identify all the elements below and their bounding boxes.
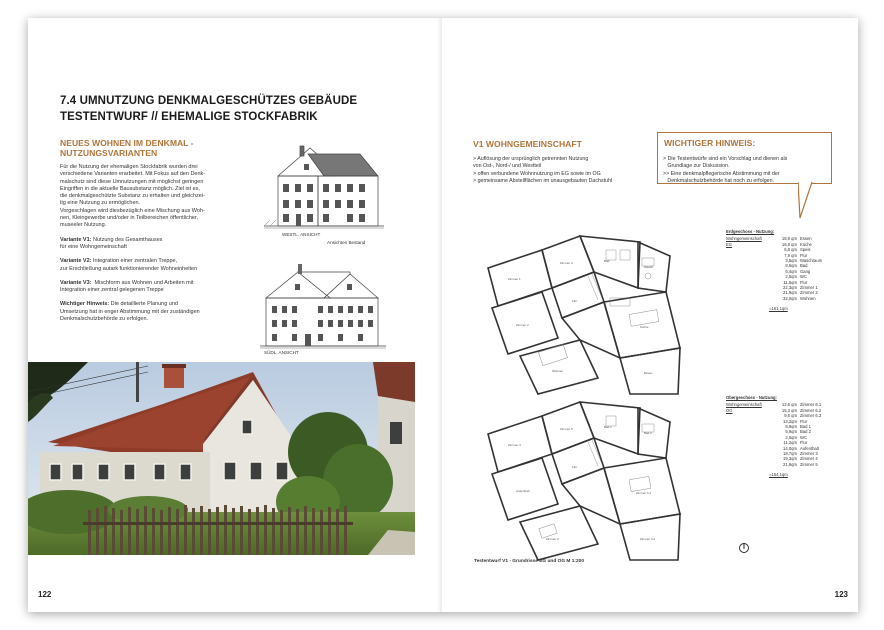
intro-line: tig eine Nutzung zu ermöglichen. — [60, 200, 141, 207]
v1-bullet: > Auflösung der ursprünglich getrennten Nutzung — [473, 156, 589, 162]
variant-3 — [60, 280, 267, 295]
legend-area: 14,0qm — [783, 445, 797, 451]
intro-line: nen, Kleingewerbe und/oder in Teilbereichen öffentlicher, — [60, 215, 199, 222]
subheading-line-2: NUTZUNGSVARIANTEN — [60, 148, 158, 158]
svg-text:Zimmer 5: Zimmer 5 — [560, 427, 573, 431]
svg-text:Zimmer 3: Zimmer 3 — [560, 261, 573, 265]
svg-text:Küche: Küche — [640, 325, 649, 329]
sketch-caption: Ansichten Bestand — [327, 240, 366, 245]
intro-line: Vorgeschlagen wird diesbezüglich eine Mischung aus Woh- — [60, 207, 205, 214]
svg-text:Bad 1: Bad 1 — [604, 425, 612, 429]
svg-text:Zimmer 3: Zimmer 3 — [546, 537, 559, 541]
hint-box — [657, 132, 832, 184]
legend-room: Zimmer 1 — [800, 285, 818, 291]
legend-room: Gang — [800, 268, 811, 274]
svg-text:Zimmer 6.2: Zimmer 6.2 — [640, 537, 656, 541]
legend-area: 15,3 qm — [781, 407, 797, 413]
variant-2-text: zur Erschließung autark funktionierender Wohneinheiten — [60, 265, 198, 272]
eg-legend-title: Erdgeschoss - Nutzung: — [726, 229, 775, 234]
left-hint-text: Umsetzung hat in enger Abstimmung mit der zuständigen — [60, 308, 200, 315]
section-subheading — [60, 138, 260, 158]
west-elevation-sketch — [260, 136, 386, 240]
page-title — [60, 93, 357, 125]
variant-3-text: Integration einer zentral gelegenen Treppe — [60, 287, 164, 294]
legend-room: Zimmer 2 — [800, 290, 818, 296]
svg-text:Essen: Essen — [644, 371, 653, 375]
legend-room: Aufenthalt — [800, 445, 819, 451]
intro-line: Für die Nutzung der ehemaligen Stockfabrik wurden drei — [60, 164, 198, 170]
hint-line: > Die Testentwürfe sind ein Vorschlag und dienen als — [663, 156, 788, 162]
legend-area: 7,9 qm — [784, 252, 797, 258]
upper-floor-plan — [480, 394, 694, 566]
legend-area: 6,4qm — [785, 268, 797, 274]
eg-floor-label: EG — [726, 241, 733, 247]
variant-1-text: für eine Wohngemeinschaft — [60, 243, 127, 250]
legend-area: 11,2qm — [783, 440, 797, 446]
svg-text:Bad 2: Bad 2 — [644, 431, 652, 435]
legend-area: 6,8 qm — [784, 247, 797, 253]
svg-text:Zimmer 2: Zimmer 2 — [516, 323, 529, 327]
hint-line: Denkmalschutzbehörde hat noch zu erfolgen. — [663, 177, 775, 184]
v1-bullet: > offen verbundene Wohnnutzung im EG sowie im OG — [473, 170, 601, 177]
left-hint-text: Denkmalschutzbehörde zu erfolgen. — [60, 316, 149, 323]
legend-room: Flur — [800, 440, 808, 446]
svg-text:Flur: Flur — [572, 465, 578, 469]
building-photo — [28, 362, 415, 555]
ground-floor-legend — [726, 229, 822, 312]
svg-text:Wohnen: Wohnen — [552, 369, 564, 373]
legend-room: Küche — [800, 241, 812, 247]
variant-3-text: Mischform aus Wohnen und Arbeiten mit — [91, 279, 194, 286]
legend-area: 21,9qm — [783, 461, 797, 467]
v1-heading: V1 WOHNGEMEINSCHAFT — [473, 139, 582, 149]
legend-area: 32,0qm — [783, 295, 797, 301]
legend-room: Speis — [800, 247, 811, 253]
legend-room: WC — [800, 434, 807, 440]
building-photo-image — [28, 362, 415, 555]
svg-text:Aufenthalt: Aufenthalt — [516, 489, 530, 493]
legend-area: 2,5qm — [785, 434, 797, 440]
legend-room: Zimmer 6.2 — [800, 407, 822, 413]
legend-room: Flur — [800, 252, 808, 258]
legend-room: Wohnen — [800, 295, 816, 301]
north-arrow-icon — [738, 542, 750, 554]
left-hint — [60, 301, 267, 323]
svg-text:Zimmer 1: Zimmer 1 — [508, 277, 521, 281]
intro-line: verschiedene Varianten erarbeitet. Mit Fokus auf den Denk- — [60, 171, 206, 178]
variant-1-text: Nutzung des Gesamthauses — [91, 236, 163, 243]
left-hint-text: Die detaillierte Planung und — [109, 301, 178, 308]
subheading-line-1: NEUES WOHNEN IM DENKMAL - — [60, 138, 194, 148]
svg-text:Zimmer 6.1: Zimmer 6.1 — [636, 491, 652, 495]
eg-total: =161,1qm — [769, 306, 788, 312]
title-line-2: TESTENTWURF // EHEMALIGE STOCKFABRIK — [60, 111, 318, 123]
ground-floor-plan — [480, 228, 694, 398]
legend-area: 9,6 qm — [784, 413, 797, 419]
v1-bullet: von Ost-, Nord-/ und Westteil — [473, 163, 542, 170]
right-page — [442, 18, 858, 612]
v1-bullet: > gemeinsame Abstellflächen im unausgebauten Dachstuhl — [473, 178, 613, 185]
variant-2-label: Variante V2: — [60, 258, 92, 265]
legend-area: 18,9 qm — [781, 236, 797, 242]
upper-floor-legend — [726, 395, 821, 478]
legend-row — [726, 296, 822, 301]
legend-room: Zimmer 5 — [800, 461, 818, 467]
legend-area: 12,6 qm — [781, 402, 797, 408]
legend-area: 2,5qm — [785, 274, 797, 280]
hint-body — [663, 156, 831, 185]
variant-3-label: Variante V3: — [60, 279, 92, 286]
page-number-right: 123 — [834, 590, 848, 599]
legend-room: Zimmer 6.3 — [800, 413, 822, 419]
book-spread — [28, 18, 858, 612]
legend-area: 11,5qm — [783, 279, 797, 285]
legend-room: Bad — [800, 263, 808, 269]
og-legend-title: Obergeschoss - Nutzung: — [726, 395, 777, 400]
intro-line: museeler Nutzung. — [60, 222, 107, 229]
legend-area: 19,3qm — [783, 456, 797, 462]
legend-room: Essen — [800, 236, 812, 242]
legend-room: Waschraum — [800, 258, 823, 264]
variant-1-label: Variante V1: — [60, 236, 92, 243]
legend-area: 18,7qm — [783, 451, 797, 457]
svg-text:Flur: Flur — [572, 299, 578, 303]
hint-title: WICHTIGER HINWEIS: — [664, 138, 756, 148]
west-elevation-label: WESTL. ANSICHT — [282, 232, 321, 237]
intro-line: Eingriffen in die aktuelle Bausubstanz möglich. Ziel ist es, — [60, 185, 200, 192]
legend-area: 8,9qm — [785, 424, 797, 430]
v1-bullet-list — [473, 156, 653, 186]
legend-area: 5,9qm — [785, 429, 797, 435]
og-total: =154,1qm — [769, 472, 788, 478]
svg-text:Bad: Bad — [604, 259, 610, 263]
legend-room: Zimmer 3 — [800, 451, 818, 457]
west-elevation-drawing — [260, 136, 386, 240]
legend-room: Flur — [800, 418, 808, 424]
intro-line: malschutz sind diese Umnutzungen mit möglichst geringen — [60, 178, 204, 185]
legend-area: 13,2qm — [783, 418, 797, 424]
left-page — [28, 18, 442, 612]
legend-room: Bad 1 — [800, 424, 811, 430]
svg-text:Zimmer 4: Zimmer 4 — [508, 443, 521, 447]
og-floor-label: OG — [726, 407, 733, 413]
svg-text:Wasch: Wasch — [644, 265, 654, 269]
left-hint-label: Wichtiger Hinweis: — [60, 301, 110, 308]
hint-box-pointer — [798, 182, 814, 220]
variant-2-text: Integration einer zentralen Treppe, — [91, 258, 178, 265]
eg-group-label: Wohngemeinschaft — [726, 236, 762, 242]
legend-area: 8,6qm — [785, 263, 797, 269]
page-number-left: 122 — [38, 590, 52, 599]
legend-area: 21,9qm — [783, 290, 797, 296]
south-elevation-label: SÜDL. ANSICHT — [264, 350, 299, 355]
legend-area: 22,3qm — [783, 285, 797, 291]
title-line-1: 7.4 UMNUTZUNG DENKMALGESCHÜTZES GEBÄUDE — [60, 95, 358, 107]
legend-area: 3,5qm — [785, 258, 797, 264]
intro-line: die denkmalgeschützte Substanz zu erhalten und gleichzei- — [60, 193, 205, 200]
intro-text — [60, 164, 267, 330]
plan-caption: Testentwurf V1 - Grundrisse EG und OG M 1:200 — [474, 559, 584, 564]
legend-room: Flur — [800, 279, 808, 285]
hint-line: Grundlage zur Diskussion. — [663, 163, 730, 170]
legend-room: Zimmer 4 — [800, 456, 818, 462]
variant-2 — [60, 258, 267, 273]
legend-room: Bad 2 — [800, 429, 811, 435]
legend-row — [726, 462, 821, 467]
south-elevation-sketch — [258, 262, 388, 358]
south-elevation-drawing — [258, 262, 388, 358]
og-group-label: Wohngemeinschaft — [726, 402, 762, 408]
legend-room: WC — [800, 274, 807, 280]
legend-area: 16,8 qm — [781, 241, 797, 247]
legend-room: Zimmer 6.1 — [800, 402, 822, 408]
hint-line: >> Eine denkmalpflegerische Abstimmung mit der — [663, 170, 780, 177]
variant-1 — [60, 237, 267, 252]
intro-paragraph — [60, 164, 267, 230]
